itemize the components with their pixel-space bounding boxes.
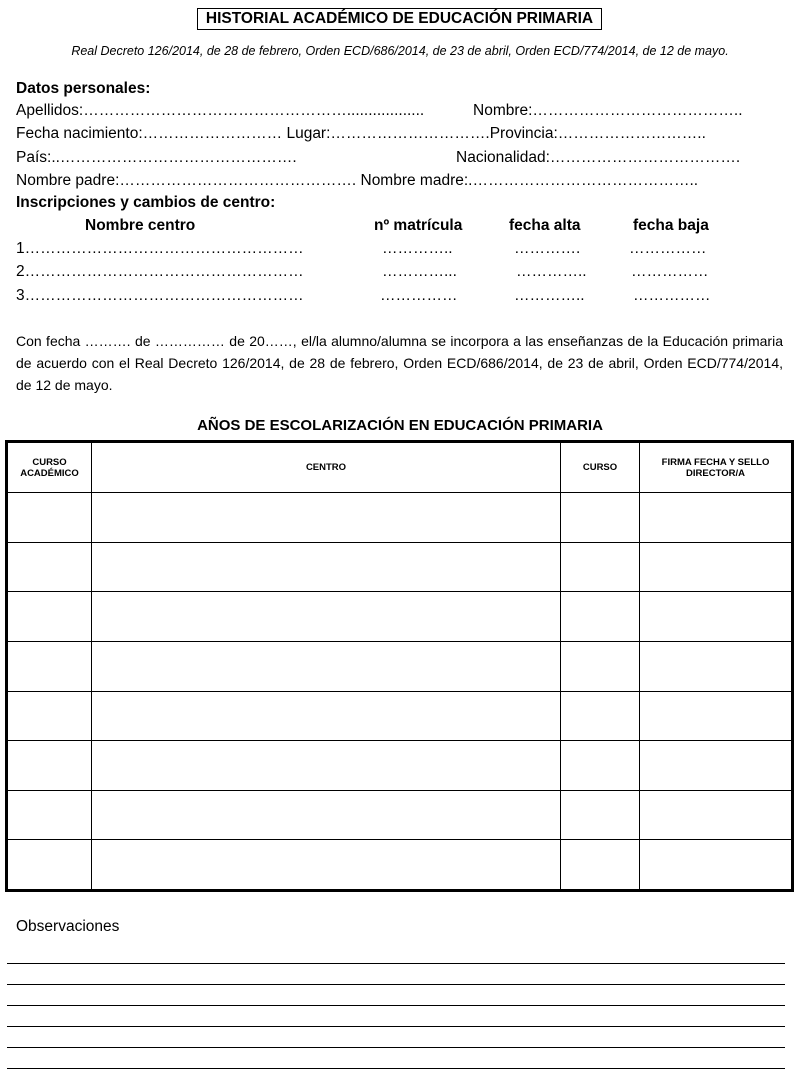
cell-firma[interactable]	[640, 542, 792, 592]
incorporation-paragraph: Con fecha ………. de …………… de 20……, el/la alumno/alumna se incorpora a las enseñanzas de la Educación primaria de acuerdo con el Real Decreto 126/2014, de 28 de febrero, Orden ECD/686/2014, de 23 de abril, Orden ECD/774/2014, de 12 de mayo.	[16, 333, 783, 393]
escolarizacion-title: AÑOS DE ESCOLARIZACIÓN EN EDUCACIÓN PRIMARIA	[197, 417, 603, 434]
table-row	[8, 840, 792, 890]
col-nombre-centro: Nombre centro	[85, 217, 196, 234]
inscription-row-3-baja[interactable]: ……………	[633, 287, 711, 304]
table-row	[8, 691, 792, 741]
cell-curso[interactable]	[561, 840, 640, 890]
table-row	[8, 592, 792, 642]
cell-centro[interactable]	[92, 741, 561, 791]
observaciones-label: Observaciones	[16, 918, 120, 935]
cell-centro[interactable]	[92, 691, 561, 741]
inscription-row-2-alta[interactable]: …………..	[516, 263, 587, 280]
cell-firma[interactable]	[640, 641, 792, 691]
inscription-row-2-baja[interactable]: ……………	[631, 263, 709, 280]
col-fecha-baja: fecha baja	[633, 217, 709, 234]
pais-field[interactable]: País:..……………………………………….	[16, 149, 297, 166]
cell-centro[interactable]	[92, 840, 561, 890]
inscription-row-1-centro[interactable]: 1………………………………………………	[16, 240, 304, 257]
cell-curso[interactable]	[561, 641, 640, 691]
cell-curso-academico[interactable]	[8, 542, 92, 592]
escolarizacion-table	[5, 440, 794, 892]
inscription-row-1-baja[interactable]: ……………	[629, 240, 707, 257]
inscription-row-3-matricula[interactable]: ……………	[380, 287, 458, 304]
cell-firma[interactable]	[640, 790, 792, 840]
observation-line[interactable]	[7, 984, 785, 985]
cell-curso[interactable]	[561, 790, 640, 840]
cell-curso-academico[interactable]	[8, 790, 92, 840]
inscription-row-1-alta[interactable]: ………….	[514, 240, 581, 257]
col-curso: CURSO	[561, 443, 640, 493]
cell-firma[interactable]	[640, 840, 792, 890]
cell-firma[interactable]	[640, 691, 792, 741]
cell-curso[interactable]	[561, 592, 640, 642]
table-row	[8, 741, 792, 791]
cell-centro[interactable]	[92, 542, 561, 592]
cell-firma[interactable]	[640, 493, 792, 543]
col-matricula: nº matrícula	[374, 217, 463, 234]
cell-curso[interactable]	[561, 741, 640, 791]
table-row	[8, 542, 792, 592]
observation-line[interactable]	[7, 963, 785, 964]
cell-curso-academico[interactable]	[8, 592, 92, 642]
col-centro: CENTRO	[92, 443, 561, 493]
cell-curso-academico[interactable]	[8, 493, 92, 543]
nacionalidad-field[interactable]: Nacionalidad:……………………………….	[456, 149, 741, 166]
cell-curso-academico[interactable]	[8, 741, 92, 791]
apellidos-field[interactable]: Apellidos:……………………………………………..................	[16, 102, 425, 119]
cell-curso-academico[interactable]	[8, 691, 92, 741]
inscription-row-3-alta[interactable]: …………..	[514, 287, 585, 304]
col-firma: FIRMA FECHA Y SELLO DIRECTOR/A	[640, 443, 792, 493]
cell-curso[interactable]	[561, 691, 640, 741]
personal-data-heading: Datos personales:	[16, 80, 151, 97]
col-curso-academico: CURSO ACADÉMICO	[8, 443, 92, 493]
cell-centro[interactable]	[92, 790, 561, 840]
cell-curso-academico[interactable]	[8, 840, 92, 890]
table-row	[8, 641, 792, 691]
cell-curso[interactable]	[561, 493, 640, 543]
inscription-row-2-centro[interactable]: 2………………………………………………	[16, 263, 304, 280]
inscription-row-3-centro[interactable]: 3………………………………………………	[16, 287, 304, 304]
cell-firma[interactable]	[640, 741, 792, 791]
cell-centro[interactable]	[92, 641, 561, 691]
table-row	[8, 790, 792, 840]
cell-centro[interactable]	[92, 493, 561, 543]
cell-curso[interactable]	[561, 542, 640, 592]
observation-line[interactable]	[7, 1026, 785, 1027]
cell-firma[interactable]	[640, 592, 792, 642]
nombre-field[interactable]: Nombre:…………………………………..	[473, 102, 743, 119]
inscripciones-heading: Inscripciones y cambios de centro:	[16, 194, 276, 211]
col-fecha-alta: fecha alta	[509, 217, 581, 234]
inscription-row-2-matricula[interactable]: …………...	[382, 263, 457, 280]
document-title: HISTORIAL ACADÉMICO DE EDUCACIÓN PRIMARIA	[197, 8, 602, 30]
cell-curso-academico[interactable]	[8, 641, 92, 691]
cell-centro[interactable]	[92, 592, 561, 642]
legal-reference: Real Decreto 126/2014, de 28 de febrero, Orden ECD/686/2014, de 23 de abril, Orden ECD/774/2014, de 12 de mayo.	[71, 44, 729, 58]
birth-place-line[interactable]: Fecha nacimiento:……………………… Lugar:………………………….Provincia:………………………..	[16, 125, 706, 142]
observation-line[interactable]	[7, 1068, 785, 1069]
observation-line[interactable]	[7, 1047, 785, 1048]
observation-line[interactable]	[7, 1005, 785, 1006]
inscription-row-1-matricula[interactable]: …………..	[382, 240, 453, 257]
table-row	[8, 493, 792, 543]
parents-line[interactable]: Nombre padre:………………………………………. Nombre madre:.……………………………………..	[16, 172, 699, 189]
